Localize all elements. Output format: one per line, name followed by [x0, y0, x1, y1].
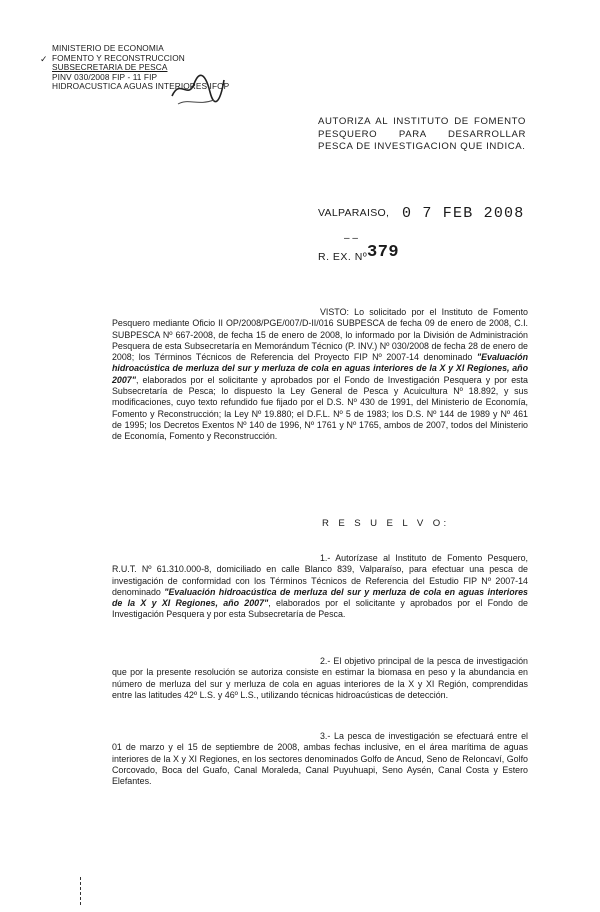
- visto-text-tail: , elaborados por el solicitante y aprobados por el Fondo de Investigación Pesquera y por esta Subsecretaría de Pesca; lo dispuesto la Ley General de Pesca y Acuicultura Nº 18.892, y sus modificaciones, cuyo texto refundido fue fijado por el D.S. Nº 430 de 1991, del Ministerio de Economía, Fomento y Reconstrucción; la Ley Nº 19.880; el D.F.L. Nº 5 de 1983; los D.S. Nº 144 de 1989 y Nº 461 de 1995; los Decretos Exentos Nº 140 de 1996, Nº 1761 y Nº 1765, ambos de 2007, todos del Ministerio de Economía, Fomento y Reconstrucción.: [112, 374, 528, 442]
- article-1-text: 1.- Autorízase al Instituto de Fomento Pesquero, R.U.T. Nº 61.310.000-8, domiciliado en calle Blanco 839, Valparaíso, para efectuar una pesca de investigación de conformidad con los Términos Técnicos de Referencia del Estudio FIP Nº 2007-14 denominado: [112, 553, 528, 597]
- article-3: 3.- La pesca de investigación se efectuará entre el 01 de marzo y el 15 de septiembre de 2008, ambas fechas inclusive, en el área marítima de aguas interiores de la X y XI Regiones, en los sectores denominados Golfo de Ancud, Seno de Reloncaví, Golfo Corcovado, Boca del Guafo, Canal Moraleda, Canal Puyuhuapi, Seno Aysén, Canal Costa y Estero Elefantes.: [112, 731, 528, 787]
- letterhead-project: HIDROACUSTICA AGUAS INTERIORES IFOP: [52, 81, 230, 92]
- margin-mark: ✓: [40, 54, 48, 64]
- separator-mark: – –: [344, 233, 358, 244]
- visto-paragraph: [112, 307, 528, 443]
- visto-text: VISTO: Lo solicitado por el Instituto de Fomento Pesquero mediante Oficio II OP/2008/PGE/007/D-II/016 SUBPESCA de fecha 09 de enero de 2008, C.I. SUBPESCA Nº 667-2008, de fecha 15 de enero de 2008, lo informado por la División de Administración Pesquera de esta Subsecretaría en Memorándum Técnico (P. INV.) Nº 030/2008 de fecha 28 de enero de 2008; los Términos Técnicos de Referencia del Proyecto FIP Nº 2007-14 denominado: [112, 307, 528, 363]
- article-1-title: "Evaluación hidroacústica de merluza del sur y merluza de cola en aguas interiores de la X y XI Regiones, año 2007": [112, 586, 528, 609]
- letterhead-reference: PINV 030/2008 FIP - 11 FIP: [52, 71, 158, 82]
- resuelvo-heading: R E S U E L V O:: [322, 518, 450, 529]
- project-title: "Evaluación hidroacústica de merluza del sur y merluza de cola en aguas interiores de la X y XI Regiones, año 2007": [112, 352, 528, 385]
- margin-dashes: [80, 877, 83, 905]
- date-stamp: 0 7 FEB 2008: [402, 205, 525, 222]
- handwritten-initials-stamp: [168, 70, 226, 110]
- article-2: 2.- El objetivo principal de la pesca de investigación que por la presente resolución se autoriza consiste en estimar la biomasa en peso y la abundancia en número de merluza del sur y merluza de cola en aguas interiores de la X y XI Región, comprendidas entre las latitudes 42º L.S. y 46º L.S., utilizando técnicas hidroacústicas de detección.: [112, 656, 528, 700]
- article-1: [112, 553, 528, 621]
- letterhead-ministry-2: FOMENTO Y RECONSTRUCCION: [52, 52, 185, 63]
- letterhead-ministry: MINISTERIO DE ECONOMIA: [52, 43, 164, 53]
- resolution-label: R. EX. Nº: [318, 251, 368, 263]
- document-subject: AUTORIZA AL INSTITUTO DE FOMENTO PESQUERO PARA DESARROLLAR PESCA DE INVESTIGACION QUE INDICA.: [318, 116, 526, 153]
- article-1-tail: , elaborados por el solicitante y aprobados por el Fondo de Investigación Pesquera y por esta Subsecretaría de Pesca.: [112, 598, 528, 620]
- resolution-number: 379: [367, 243, 400, 262]
- place-label: VALPARAISO,: [318, 207, 390, 219]
- letterhead-subsecretaria: SUBSECRETARIA DE PESCA: [52, 62, 168, 73]
